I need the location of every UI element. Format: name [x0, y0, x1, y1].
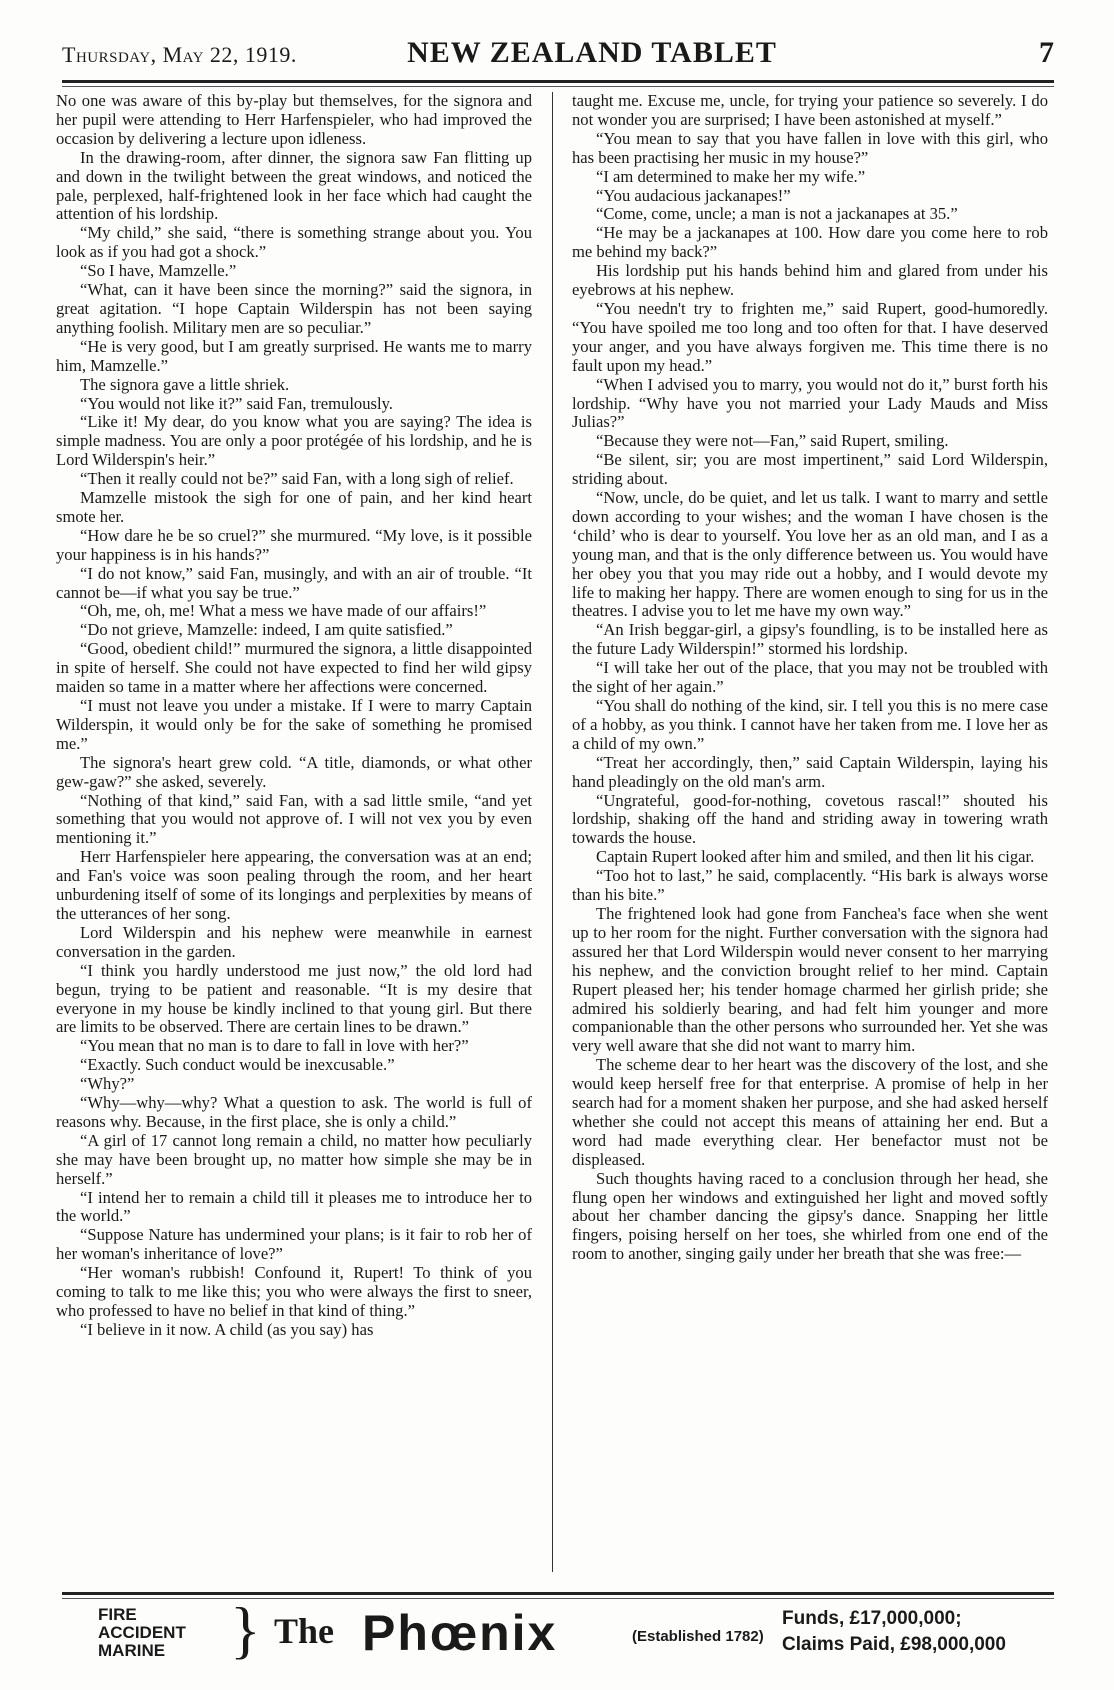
article-paragraph: In the drawing-room, after dinner, the signora saw Fan flitting up and down in the twilight between the great windows, and noticed the pale, perplexed, half-frightened look in her face which had caught the attention of his lordship. — [56, 147, 532, 224]
masthead-rule-thin — [62, 86, 1054, 87]
article-paragraph: “Be silent, sir; you are most impertinent,” said Lord Wilderspin, striding about. — [572, 450, 1048, 489]
article-paragraph: The frightened look had gone from Fanchea's face when she went up to her room for the night. Further conversation with the signora had assured her that Lord Wilderspin would never consent to her marrying his nephew, and the conviction brought relief to her mind. Captain Rupert pleased her; his tender homage charmed her girlish pride; she admired his soldierly bearing, and had felt him younger and more companionable than the other persons who surrounded her. Yet she was very well aware that she did not want to marry him. — [572, 903, 1048, 1056]
article-paragraph: Herr Harfenspieler here appearing, the conversation was at an end; and Fan's voice was soon pealing through the room, and her heart unburdening itself of some of its longings and perplexities by means of the utterances of her song. — [56, 847, 532, 923]
article-paragraph: taught me. Excuse me, uncle, for trying your patience so severely. I do not wonder you are surprised; I have been astonished at myself.” — [572, 91, 1048, 129]
article-paragraph: “I intend her to remain a child till it pleases me to introduce her to the world.” — [56, 1187, 532, 1226]
article-paragraph: “A girl of 17 cannot long remain a child, no matter how peculiarly she may have been brought up, no matter how simple she may be in herself.” — [56, 1130, 532, 1188]
article-paragraph: “What, can it have been since the morning?” said the signora, in great agitation. “I hope Captain Wilderspin has not been saying anything foolish. Military men are so peculiar.” — [56, 280, 532, 337]
article-paragraph: “An Irish beggar-girl, a gipsy's foundling, is to be installed here as the future Lady Wilderspin!” stormed his lordship. — [572, 620, 1048, 659]
phoenix-advertisement — [62, 1604, 1054, 1684]
article-paragraph: “Do not grieve, Mamzelle: indeed, I am quite satisfied.” — [80, 620, 453, 640]
article-paragraph: “Nothing of that kind,” said Fan, with a sad little smile, “and yet something that you would not approve of. I will not vex you by even mentioning it.” — [56, 790, 532, 848]
article-paragraph: No one was aware of this by-play but themselves, for the signora and her pupil were attending to Herr Harfenspieler, who had improved the occasion by delivering a lecture upon idleness. — [56, 91, 532, 148]
brace-glyph: } — [230, 1604, 261, 1665]
article-paragraph: Such thoughts having raced to a conclusion through her head, she flung open her windows and extinguished her light and moved softly about her chamber dancing the gipsy's dance. Snapping her little fingers, poising herself on her toes, she whirled from one end of the room to another, singing gaily under her breath that she was free:— — [572, 1168, 1048, 1264]
article-paragraph: “Oh, me, oh, me! What a mess we have made of our affairs!” — [80, 601, 487, 621]
article-paragraph: “I must not leave you under a mistake. If I were to marry Captain Wilderspin, it would only be for the sake of something he promised me.” — [56, 696, 532, 753]
article-paragraph: Captain Rupert looked after him and smiled, and then lit his cigar. — [596, 847, 1035, 867]
article-paragraph: “You mean that no man is to dare to fall in love with her?” — [80, 1036, 469, 1056]
right-column — [572, 92, 1048, 1264]
article-paragraph: “How dare he be so cruel?” she murmured. “My love, is it possible your happiness is in his hands?” — [56, 525, 532, 564]
article-paragraph: “Suppose Nature has undermined your plans; is it fair to rob her of her woman's inheritance of love?” — [56, 1225, 532, 1264]
article-paragraph: “Why?” — [80, 1074, 135, 1094]
article-paragraph: The scheme dear to her heart was the discovery of the lost, and she would keep herself free for that enterprise. A promise of help in her search had for a moment shaken her purpose, and she had asked herself whether she could not accept this means of attaining her end. But a word had made everything clear. Her benefactor must not be displeased. — [572, 1055, 1048, 1169]
article-paragraph: Mamzelle mistook the sigh for one of pain, and her kind heart smote her. — [56, 488, 532, 526]
advert-figures — [782, 1606, 1006, 1658]
page-number: 7 — [1039, 36, 1054, 69]
line-accident: ACCIDENT — [98, 1623, 186, 1642]
insurance-lines — [98, 1606, 186, 1660]
article-paragraph: “Now, uncle, do be quiet, and let us talk. I want to marry and settle down according to your wishes; and the woman I have chosen is the ‘child’ who is dear to yourself. You love her as an old man, and I as a young man, and that is the only difference between us. You would have her obey you that you may ride out a hobby, and I would devote my life to making her happy. There are women enough to sing for us in the theatres. I advise you to let me have my own way.” — [572, 488, 1048, 621]
article-paragraph: “He may be a jackanapes at 100. How dare you come here to rob me behind my back?” — [572, 223, 1048, 262]
masthead-rule — [62, 80, 1054, 83]
article-paragraph: “So I have, Mamzelle.” — [80, 261, 237, 281]
article-paragraph: “Her woman's rubbish! Confound it, Rupert! To think of you coming to talk to me like this; you who were always the first to sneer, who professed to have no belief in that kind of thing.” — [56, 1263, 532, 1320]
article-paragraph: “Treat her accordingly, then,” said Captain Wilderspin, laying his hand pleadingly on the old man's arm. — [572, 752, 1048, 791]
advert-the: The — [274, 1611, 335, 1651]
article-paragraph: “Exactly. Such conduct would be inexcusable.” — [80, 1055, 395, 1075]
article-paragraph: “When I advised you to marry, you would not do it,” burst forth his lordship. “Why have you not married your Lady Mauds and Miss Julias?” — [572, 374, 1048, 432]
article-paragraph: “You would not like it?” said Fan, tremulously. — [80, 393, 393, 413]
article-paragraph: “My child,” she said, “there is something strange about you. You look as if you had got a shock.” — [56, 223, 532, 262]
article-paragraph: “Ungrateful, good-for-nothing, covetous rascal!” shouted his lordship, shaking off the hand and striding away in towering wrath towards the house. — [572, 790, 1048, 848]
article-paragraph: “I believe in it now. A child (as you say) has — [80, 1319, 374, 1339]
article-paragraph: “Then it really could not be?” said Fan, with a long sigh of relief. — [80, 469, 514, 489]
line-fire: FIRE — [98, 1605, 137, 1624]
article-paragraph: “Too hot to last,” he said, complacently. “His bark is always worse than his bite.” — [572, 866, 1048, 905]
article-paragraph: “He is very good, but I am greatly surprised. He wants me to marry him, Mamzelle.” — [56, 336, 532, 375]
article-paragraph: Lord Wilderspin and his nephew were meanwhile in earnest conversation in the garden. — [56, 922, 532, 961]
article-paragraph: “Come, come, uncle; a man is not a jackanapes at 35.” — [596, 204, 958, 224]
masthead — [62, 34, 1054, 74]
established-note: (Established 1782) — [632, 1628, 764, 1645]
article-paragraph: “Why—why—why? What a question to ask. The world is full of reasons why. Because, in the first place, she is only a child.” — [56, 1093, 532, 1131]
claims-text: Claims Paid, £98,000,000 — [782, 1634, 1006, 1655]
article-paragraph: The signora's heart grew cold. “A title, diamonds, or what other gew-gaw?” she asked, severely. — [56, 752, 532, 791]
left-column — [56, 92, 532, 1340]
advert-rule-thin — [62, 1598, 1054, 1599]
article-paragraph: “You audacious jackanapes!” — [596, 185, 791, 205]
article-paragraph: “I think you hardly understood me just now,” the old lord had begun, trying to be patient and reasonable. “It is my desire that everyone in my house be kindly inclined to that young girl. But there are limits to be observed. There are certain lines to be drawn.” — [56, 960, 532, 1037]
newspaper-title: NEW ZEALAND TABLET — [407, 36, 777, 69]
article-paragraph: “Like it! My dear, do you know what you are saying? The idea is simple madness. You are only a poor protégée of his lordship, and he is Lord Wilderspin's heir.” — [56, 412, 532, 470]
advert-rule — [62, 1592, 1054, 1595]
article-paragraph: “I will take her out of the place, that you may not be troubled with the sight of her again.” — [572, 658, 1048, 697]
funds-text: Funds, £17,000,000; — [782, 1608, 962, 1629]
article-paragraph: “You needn't try to frighten me,” said Rupert, good-humoredly. “You have spoiled me too long and too often for that. I have deserved your anger, and you have always forgiven me. This time there is no fault upon my head.” — [572, 298, 1048, 375]
column-divider — [552, 92, 553, 1572]
article-paragraph: “You shall do nothing of the kind, sir. I tell you this is no mere case of a hobby, as you think. I cannot have her taken from me. I love her as a child of my own.” — [572, 696, 1048, 753]
phoenix-brand: Phœnix — [362, 1605, 558, 1661]
issue-date: Thursday, May 22, 1919. — [62, 42, 297, 67]
line-marine: MARINE — [98, 1641, 166, 1660]
article-paragraph: “Because they were not—Fan,” said Rupert, smiling. — [596, 431, 949, 451]
article-paragraph: The signora gave a little shriek. — [80, 374, 290, 394]
article-paragraph: “You mean to say that you have fallen in love with this girl, who has been practising her music in my house?” — [572, 128, 1048, 167]
article-paragraph: His lordship put his hands behind him and glared from under his eyebrows at his nephew. — [572, 261, 1048, 300]
article-paragraph: “I do not know,” said Fan, musingly, and with an air of trouble. “It cannot be—if what you say be true.” — [56, 563, 532, 602]
article-paragraph: “Good, obedient child!” murmured the signora, a little disappointed in spite of herself. She could not have expected to find her wild gipsy maiden so tame in a matter where her affections were concerned. — [56, 639, 532, 697]
article-paragraph: “I am determined to make her my wife.” — [596, 166, 866, 186]
